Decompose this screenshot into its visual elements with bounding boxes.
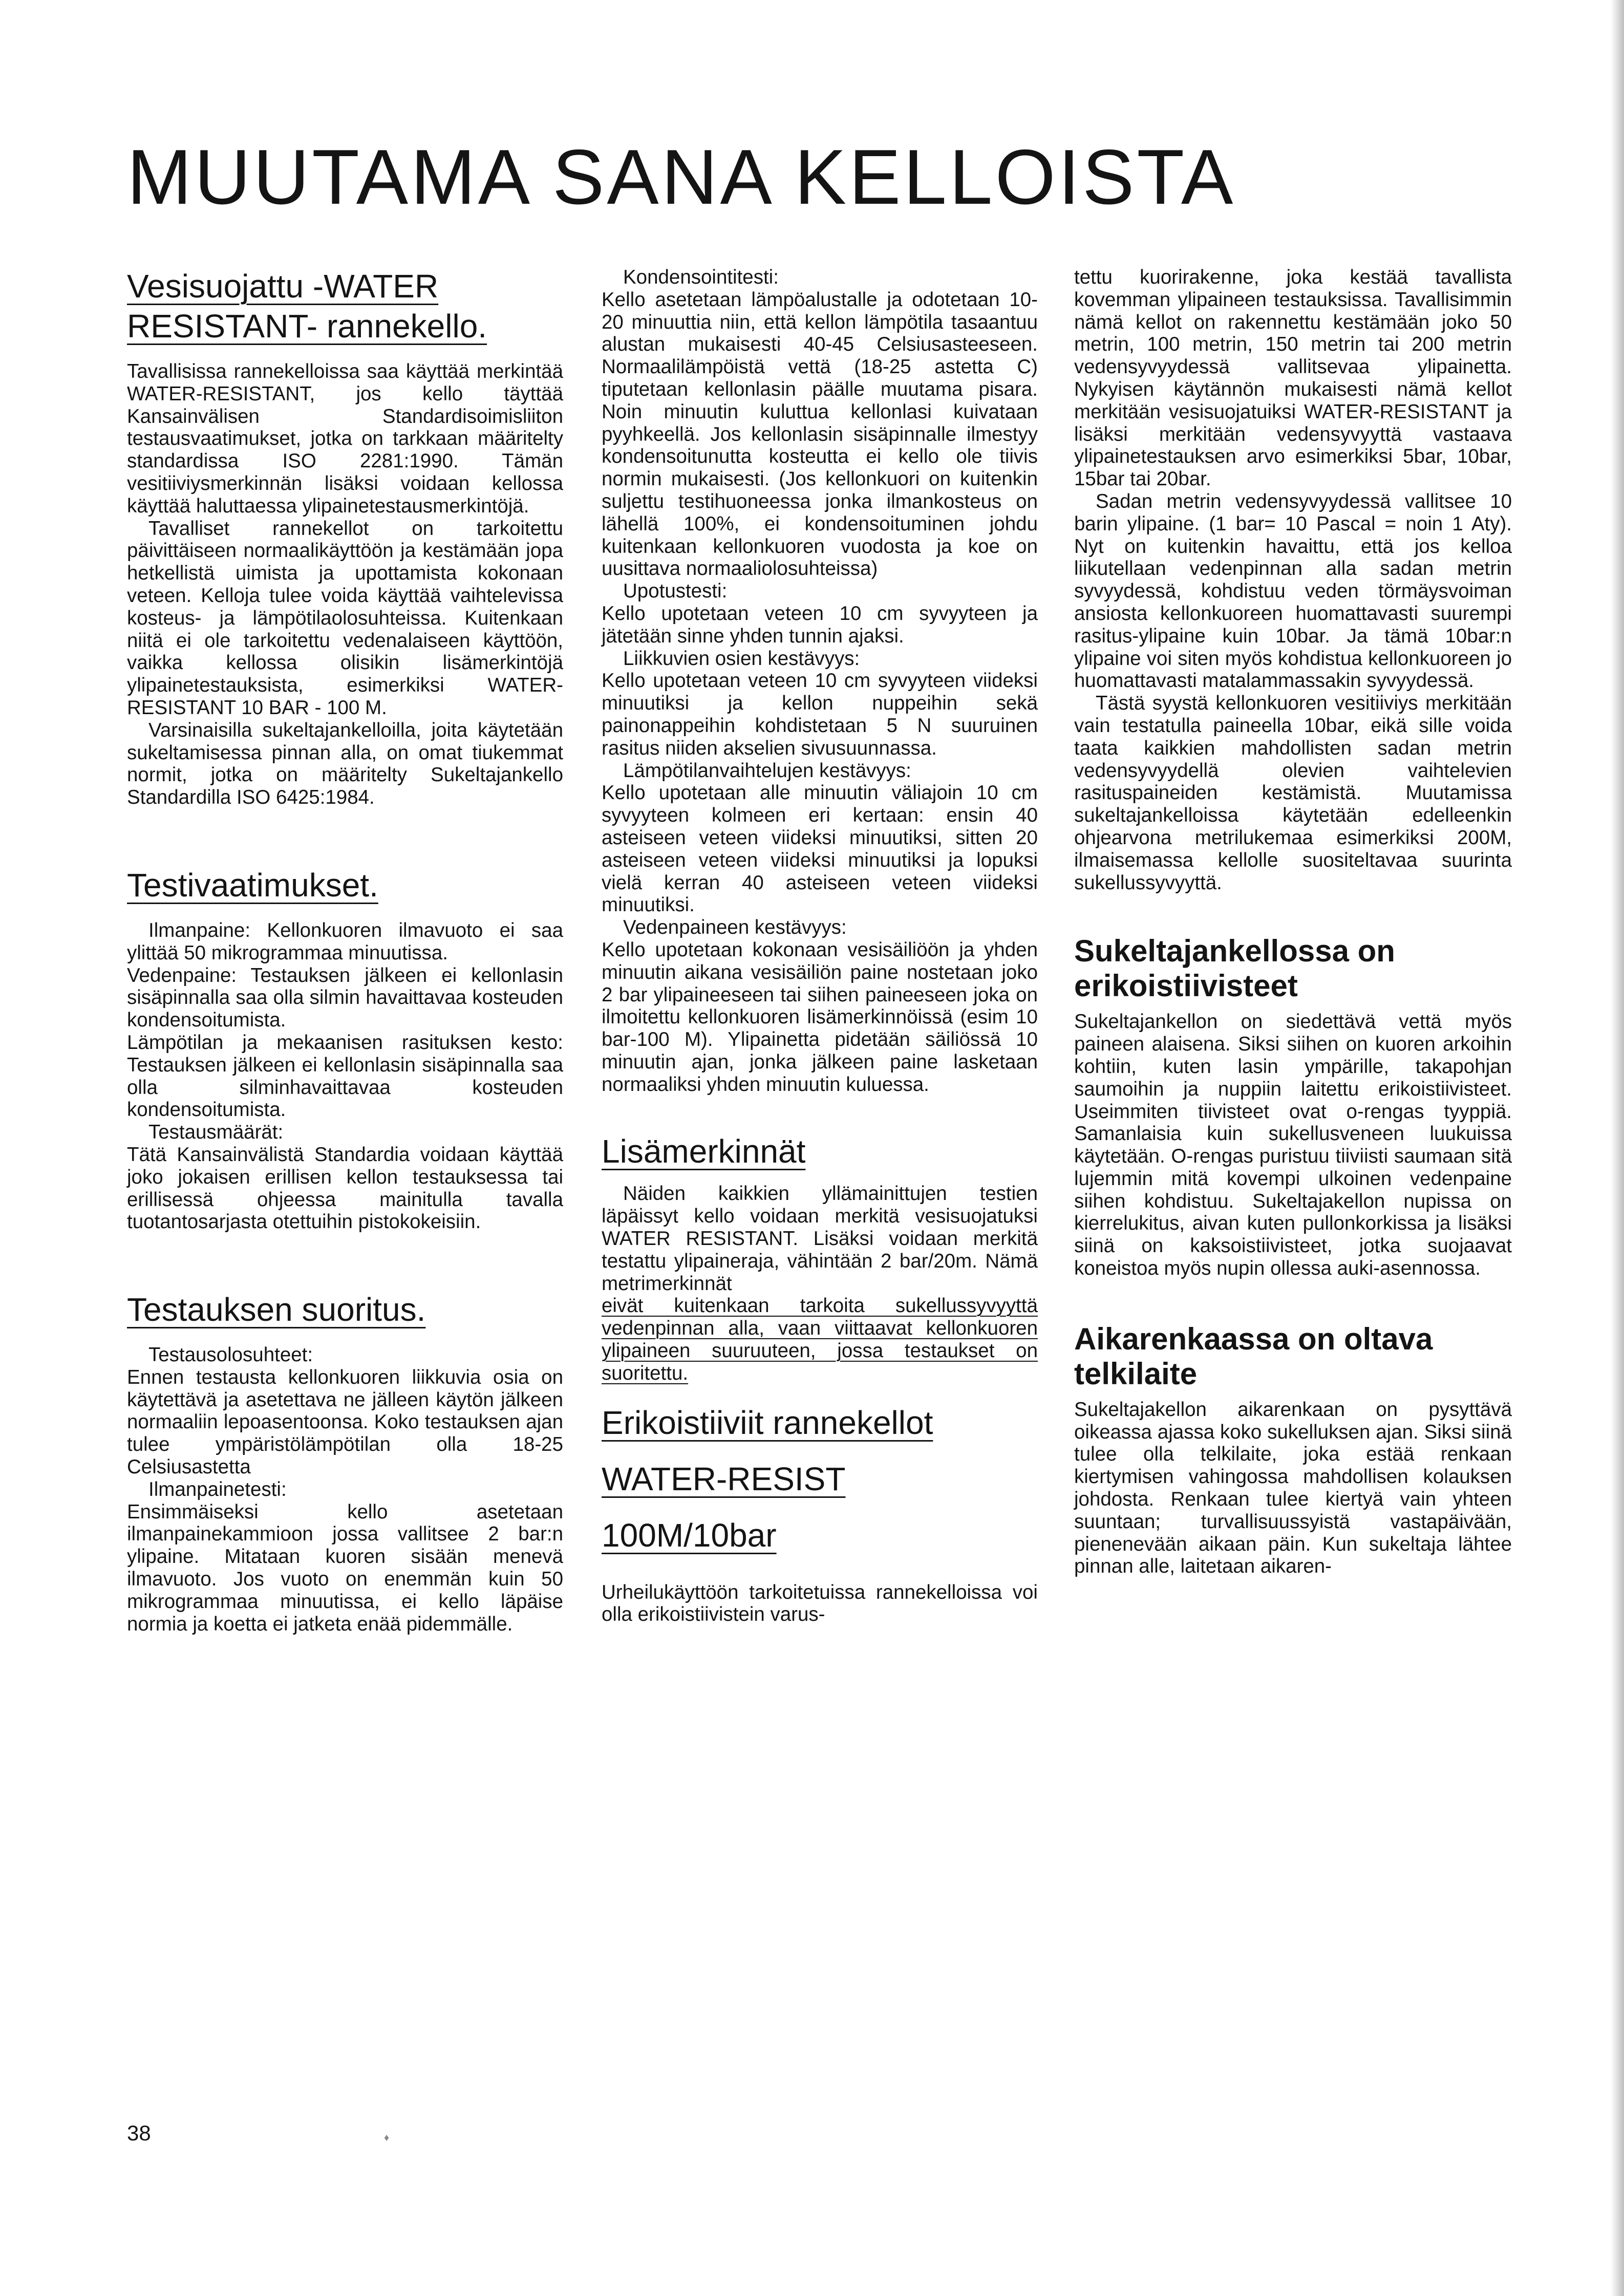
paragraph: Tavalliset rannekellot on tarkoitettu päivittäiseen normaalikäyttöön ja kestämään jopa hetkellistä uimista ja upottamista kokonaan veteen. Kelloja tulee voida käyttää vaihtelevissa kosteus- ja lämpötilaolosuhteissa. Kuitenkaan niitä ei ole tarkoitettu vedenalaiseen käyttöön, vaikka kellossa olisikin lisämerkintöjä ylipainetestauksista, esimerkiksi WATER-RESISTANT 10 BAR - 100 M.	[127, 517, 563, 719]
page-title: MUUTAMA SANA KELLOISTA	[127, 134, 1236, 221]
sublabel-ilmanpainetesti: Ilmanpainetesti:	[148, 1478, 287, 1500]
column-3	[1074, 266, 1512, 1578]
paragraph: Urheilukäyttöön tarkoitetuissa rannekelloissa voi olla erikoistiivistein varus-	[602, 1581, 1038, 1626]
sublabel-testausolosuhteet: Testausolosuhteet:	[148, 1344, 313, 1366]
paragraph: Vedenpaine: Testauksen jälkeen ei kellonlasin sisäpinnalla saa olla silmin havaittavaa kosteuden kondensoitumista.	[127, 964, 563, 1032]
paragraph: Sukeltajakellon aikarenkaan on pysyttävä oikeassa ajassa koko sukelluksen ajan. Siksi siinä tulee olla telkilaite, joka estää renkaan kiertymisen vahingossa mahdollisen kolauksen johdosta. Renkaan tulee kiertyä vain yhteen suuntaan; turvallisuussyistä vastapäivään, pienenevään aikaan päin. Kun sukeltaja lähtee pinnan alle, laitetaan aikaren-	[1074, 1398, 1512, 1578]
paragraph: Kello upotetaan alle minuutin väliajoin 10 cm syvyyteen kolmeen eri kertaan: ensin 40 asteiseen veteen viideksi minuutiksi, sitten 20 asteiseen veteen viideksi minuutiksi ja lopuksi vielä kerran 40 asteiseen veteen viideksi minuutiksi.	[602, 782, 1038, 916]
paragraph: Ensimmäiseksi kello asetetaan ilmanpainekammioon jossa vallitsee 2 bar:n ylipaine. Mitataan kuoren sisään menevä ilmavuoto. Jos vuoto on enemmän kuin 50 mikrogrammaa minuutissa, ei kello läpäise normia ja koetta ei jatketa enää pidemmälle.	[127, 1500, 563, 1635]
sublabel-kondensointitesti: Kondensointitesti:	[623, 266, 779, 288]
column-1	[127, 266, 563, 1635]
sublabel-testausmaarat: Testausmäärät:	[148, 1121, 284, 1144]
column-2	[602, 266, 1038, 1626]
heading-aikarenkaassa: Aikarenkaassa on oltava telkilaite	[1074, 1321, 1433, 1391]
paragraph: Varsinaisilla sukeltajankelloilla, joita käytetään sukeltamisessa pinnan alla, on omat tiukemmat normit, jotka on määritelty Sukeltajankello Standardilla ISO 6425:1984.	[127, 719, 563, 809]
paragraph-underlined: eivät kuitenkaan tarkoita sukellussyvyyttä vedenpinnan alla, vaan viittaavat kellonkuoren ylipaineen suuruuteen, jossa testaukset on suoritettu.	[602, 1295, 1038, 1384]
sublabel-liikkuvien-osien: Liikkuvien osien kestävyys:	[623, 647, 860, 670]
heading-testauksen-suoritus: Testauksen suoritus.	[127, 1291, 426, 1328]
heading-erikoistiiviit-line2: WATER-RESIST	[602, 1460, 846, 1497]
heading-sukeltajankellossa: Sukeltajankellossa on erikoistiivisteet	[1074, 934, 1395, 1003]
scan-edge-shadow	[1611, 0, 1624, 2296]
paragraph: Kello upotetaan veteen 10 cm syvyyteen viideksi minuutiksi ja kellon nuppeihin sekä painonappeihin kohdistetaan 5 N suuruinen rasitus niiden akselien sivusuunnassa.	[602, 670, 1038, 759]
paragraph: Sukeltajankellon on siedettävä vettä myös paineen alaisena. Siksi siihen on kuoren arkoihin kohtiin, kuten lasin ympärille, takapohjan saumoihin ja nuppiin laitettu erikoistiivisteet. Useimmiten tiivisteet ovat o-rengas tyyppiä. Samanlaisia kuin sukellusveneen luukuissa käytetään. O-rengas puristuu tiiviisti saumaan sitä lujemmin mitä kovempi ulkoinen vedenpaine siihen kohdistuu. Sukeltajakellon nupissa on kierrelukitus, aivan kuten pullonkorkissa ja lisäksi siinä on kaksoistiivisteet, jotka suojaavat koneistoa myös nupin ollessa auki-asennossa.	[1074, 1011, 1512, 1280]
paragraph: Sadan metrin vedensyvyydessä vallitsee 10 barin ylipaine. (1 bar= 10 Pascal = noin 1 Aty). Nyt on kuitenkin havaittu, että jos kelloa liikutellaan vedenpinnan alla sadan metrin syvyydessä, kohdistuu veden törmäysvoiman ansiosta kellonkuoreen huomattavasti suurempi rasitus-ylipaine kuin 10bar. Ja tämä 10bar:n ylipaine voi siten myös kohdistua kellonkuoreen jo huomattavasti matalammassakin syvyydessä.	[1074, 490, 1512, 692]
paragraph: Kello asetetaan lämpöalustalle ja odotetaan 10-20 minuuttia niin, että kellon lämpötila tasaantuu alustan mukaisesti 40-45 Celsiusasteeseen. Normaalilämpöistä vettä (18-25 astetta C) tiputetaan kellonlasin päälle muutama pisara. Noin minuutin kuluttua kellonlasi kuivataan pyyhkeellä. Jos kellonlasin sisäpinnalle ilmestyy kondensoitunutta kosteutta ei kello ole tiivis normin mukaisesti. (Jos kellonkuori on kuitenkin suljettu testihuoneessa jonka ilmankosteus on lähellä 100%, ei kondensoituminen johdu kuitenkaan kellonkuoren vuodosta ja koe on uusittava normaaliolosuhteissa)	[602, 288, 1038, 580]
heading-erikoistiiviit-line3: 100M/10bar	[602, 1516, 777, 1554]
paragraph: Tätä Kansainvälistä Standardia voidaan käyttää joko jokaisen erillisen kellon testauksessa tai erillisessä ohjeessa mainitulla tavalla tuotantosarjasta otettuihin pistokokeisiin.	[127, 1143, 563, 1233]
paragraph: Ilmanpaine: Kellonkuoren ilmavuoto ei saa ylittää 50 mikrogrammaa minuutissa.	[127, 919, 563, 964]
heading-testivaatimukset: Testivaatimukset.	[127, 866, 378, 904]
heading-vesisuojattu: Vesisuojattu -WATER RESISTANT- rannekello.	[127, 268, 487, 345]
heading-erikoistiiviit-line1: Erikoistiiviit rannekellot	[602, 1404, 933, 1441]
paragraph: Lämpötilan ja mekaanisen rasituksen kesto: Testauksen jälkeen ei kellonlasin sisäpinnalla saa olla silminhavaittavaa kosteuden kondensoitumista.	[127, 1031, 563, 1121]
paragraph: Näiden kaikkien yllämainittujen testien läpäissyt kello voidaan merkitä vesisuojatuksi WATER RESISTANT. Lisäksi voidaan merkitä testattu ylipaineraja, vähintään 2 bar/20m. Nämä metrimerkinnät	[602, 1183, 1038, 1295]
sublabel-lampotilanvaihtelujen: Lämpötilanvaihtelujen kestävyys:	[623, 759, 911, 782]
sublabel-vedenpaineen: Vedenpaineen kestävyys:	[623, 916, 847, 939]
paragraph: tettu kuorirakenne, joka kestää tavallista kovemman ylipaineen testauksissa. Tavallisimmin nämä kellot on rakennettu kestämään joko 50 metrin, 100 metrin, 150 metrin tai 200 metrin vedensyvyydessä vallitsevaa ylipainetta. Nykyisen käytännön mukaisesti nämä kellot merkitään vesisuojatuiksi WATER-RESISTANT ja lisäksi merkitään vedensyvyyttä vastaava ylipainetestauksen arvo esimerkiksi 5bar, 10bar, 15bar tai 20bar.	[1074, 266, 1512, 490]
paragraph: Kello upotetaan veteen 10 cm syvyyteen ja jätetään sinne yhden tunnin ajaksi.	[602, 602, 1038, 647]
scan-speck-mark: ♦	[384, 2132, 390, 2143]
paragraph: Tästä syystä kellonkuoren vesitiiviys merkitään vain testatulla paineella 10bar, eikä sille voida taata kaikkien mahdollisten sadan metrin vedensyvyydellä olevien vaihtelevien rasituspaineiden kestämistä. Muutamissa sukeltajankelloissa käytetään edelleenkin ohjearvona metrilukemaa esimerkiksi 200M, ilmaisemassa kellolle suositeltavaa suurinta sukellussyvyyttä.	[1074, 692, 1512, 894]
heading-lisamerkinnat: Lisämerkinnät	[602, 1133, 806, 1170]
paragraph: Kello upotetaan kokonaan vesisäiliöön ja yhden minuutin aikana vesisäiliön paine nostetaan joko 2 bar ylipaineeseen tai siihen paineeseen joka on ilmoitettu kellonkuoren lisämerkinnöissä (esim 10 bar-100 M). Ylipainetta pidetään säiliössä 10 minuutin ajan, jonka jälkeen paine lasketaan normaaliksi yhden minuutin kuluessa.	[602, 938, 1038, 1096]
sublabel-upotustesti: Upotustesti:	[623, 580, 728, 603]
paragraph: Ennen testausta kellonkuoren liikkuvia osia on käytettävä ja asetettava ne jälleen käytön jälkeen normaaliin lepoasentoonsa. Koko testauksen ajan tulee ympäristölämpötilan olla 18-25 Celsiusastetta	[127, 1366, 563, 1478]
paragraph: Tavallisissa rannekelloissa saa käyttää merkintää WATER-RESISTANT, jos kello täyttää Kansainvälisen Standardisoimisliiton testausvaatimukset, jotka on tarkkaan määritelty standardissa ISO 2281:1990. Tämän vesitiiviysmerkinnän lisäksi voidaan kellossa käyttää haluttaessa ylipainetestausmerkintöjä.	[127, 360, 563, 517]
page-number: 38	[127, 2121, 151, 2145]
